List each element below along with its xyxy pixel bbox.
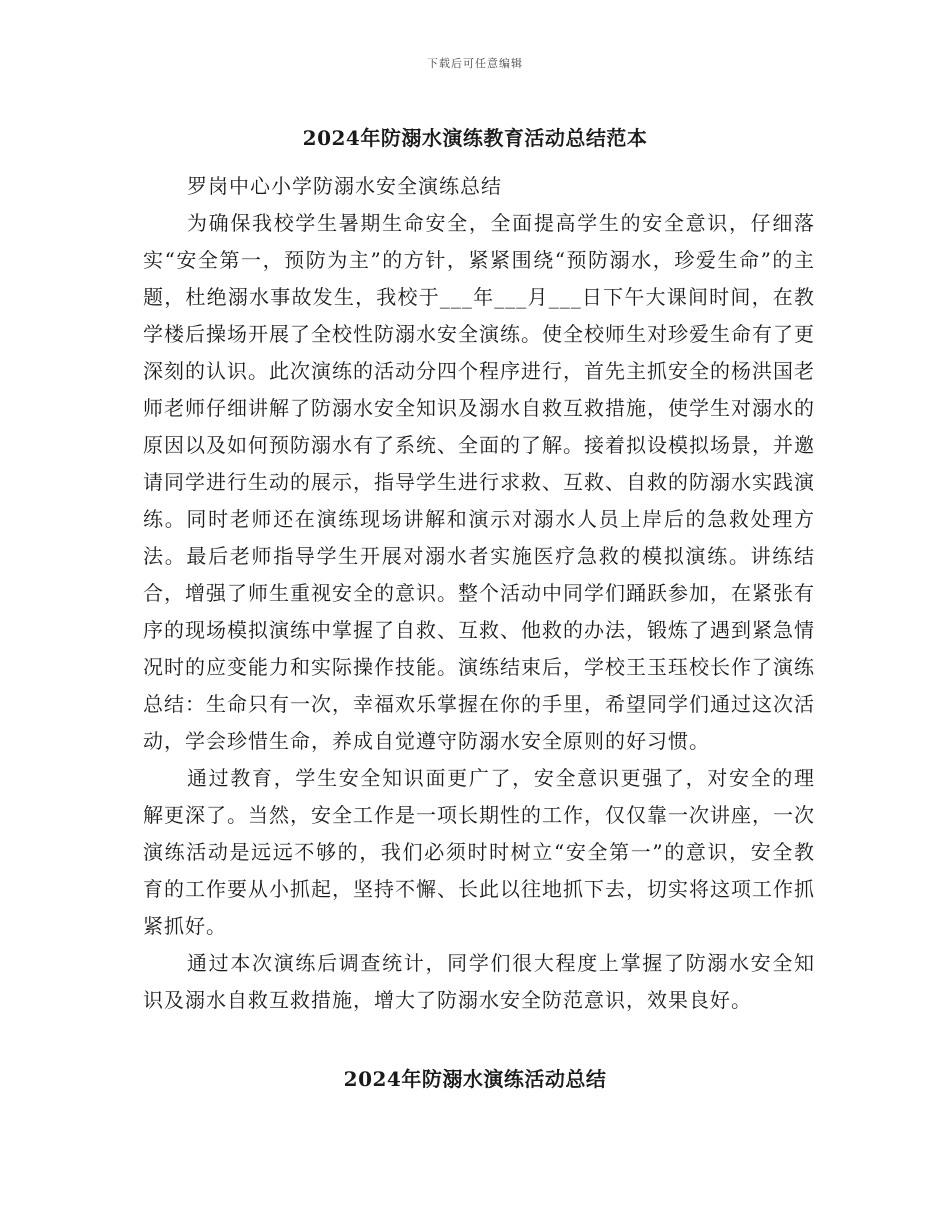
document-title: 2024年防溺水演练教育活动总结范本	[302, 126, 648, 150]
header-note: 下载后可任意编辑	[427, 57, 523, 70]
document-subtitle: 罗岗中心小学防溺水安全演练总结	[187, 174, 502, 198]
body-paragraph-3: 通过本次演练后调查统计，同学们很大程度上掌握了防溺水安全知识及溺水自救互救措施，增大了防溺水安全防范意识，效果良好。	[143, 951, 815, 1012]
body-paragraph-2: 通过教育，学生安全知识面更广了，安全意识更强了，对安全的理解更深了。当然，安全工作是一项长期性的工作，仅仅靠一次讲座，一次演练活动是远远不够的，我们必须时时树立“安全第一”的意识，安全教育的工作要从小抓起，坚持不懈、长此以往地抓下去，切实将这项工作抓紧抓好。	[143, 766, 815, 938]
section-title: 2024年防溺水演练活动总结	[343, 1067, 607, 1091]
body-paragraph-1: 为确保我校学生暑期生命安全，全面提高学生的安全意识，仔细落实“安全第一，预防为主”的方针，紧紧围绕“预防溺水，珍爱生命”的主题，杜绝溺水事故发生，我校于___年___月___日下午大课间时间，在教学楼后操场开展了全校性防溺水安全演练。使全校师生对珍爱生命有了更深刻的认识。此次演练的活动分四个程序进行，首先主抓安全的杨洪国老师老师仔细讲解了防溺水安全知识及溺水自救互救措施，使学生对溺水的原因以及如何预防溺水有了系统、全面的了解。接着拟设模拟场景，并邀请同学进行生动的展示，指导学生进行求救、互救、自救的防溺水实践演练。同时老师还在演练现场讲解和演示对溺水人员上岸后的急救处理方法。最后老师指导学生开展对溺水者实施医疗急救的模拟演练。讲练结合，增强了师生重视安全的意识。整个活动中同学们踊跃参加，在紧张有序的现场模拟演练中掌握了自救、互救、他救的办法，锻炼了遇到紧急情况时的应变能力和实际操作技能。演练结束后，学校王玉珏校长作了演练总结：生命只有一次，幸福欢乐掌握在你的手里，希望同学们通过这次活动，学会珍惜生命，养成自觉遵守防溺水安全原则的好习惯。	[143, 211, 815, 753]
document-body	[143, 168, 815, 1019]
